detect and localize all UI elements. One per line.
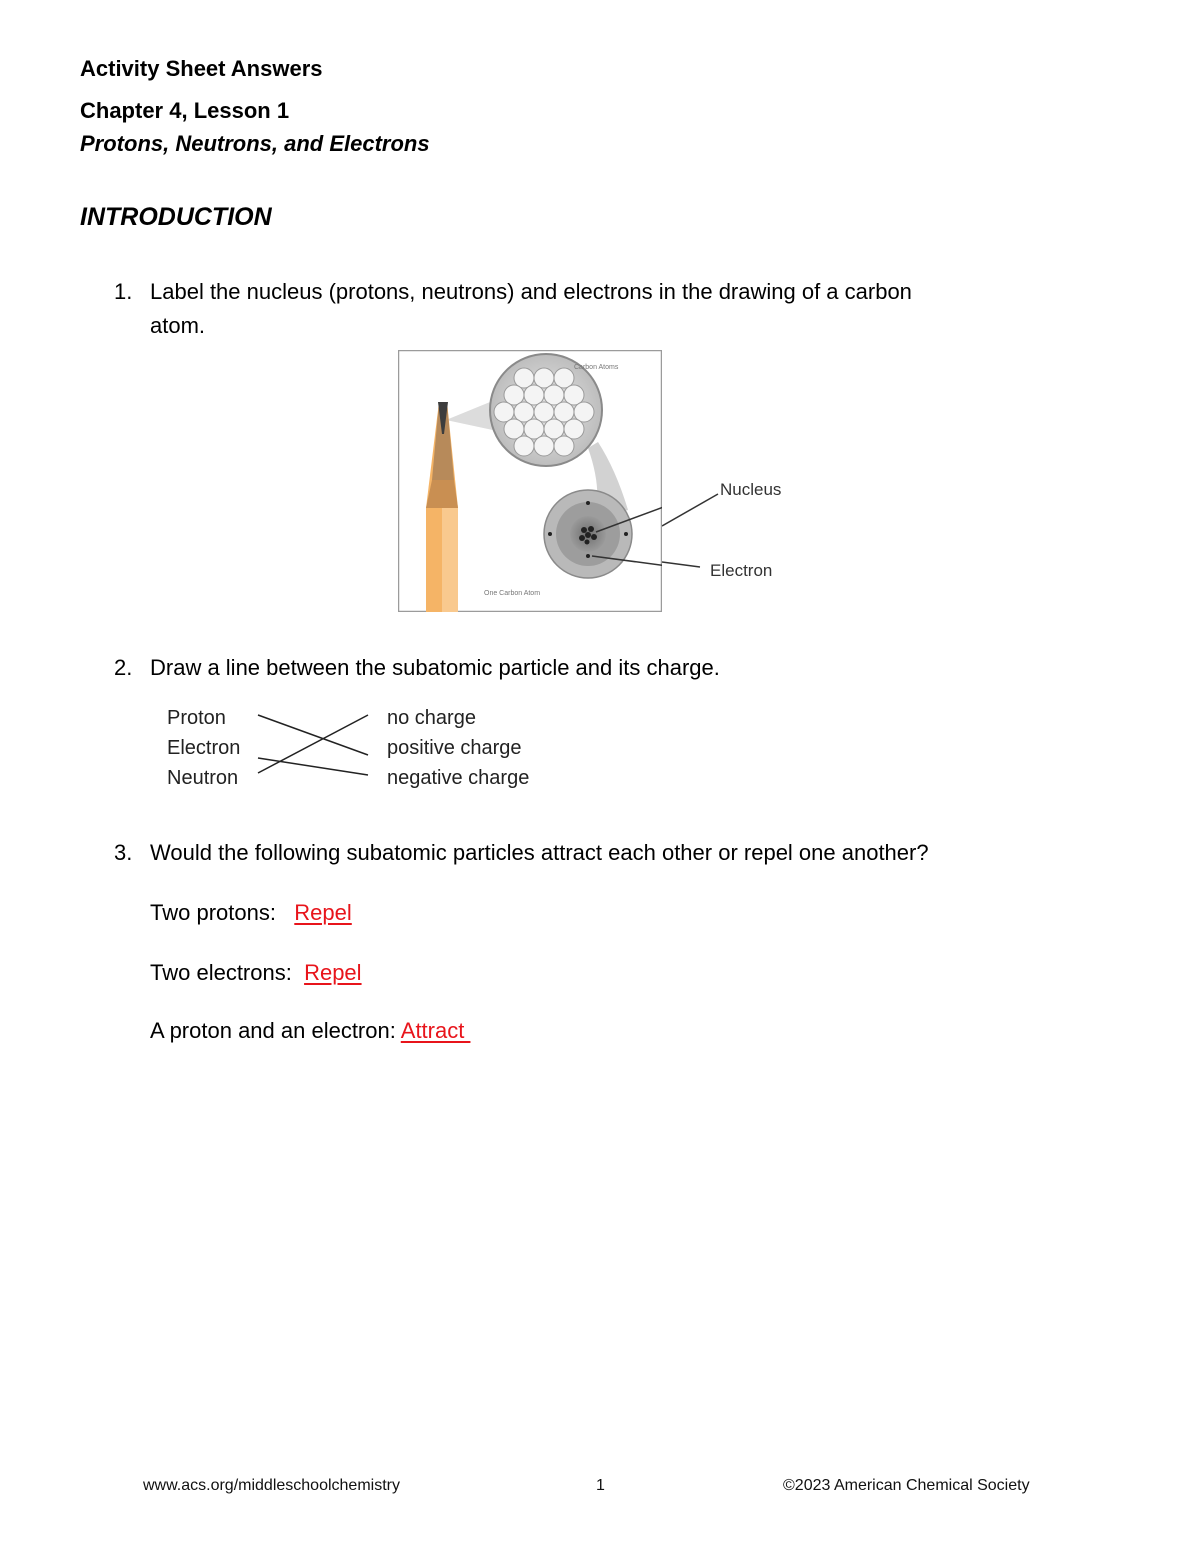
footer-url: www.acs.org/middleschoolchemistry (143, 1477, 400, 1494)
answer-row (150, 960, 362, 986)
line-proton-positive (258, 715, 368, 755)
answer-row (150, 900, 352, 926)
sheet-title: Activity Sheet Answers (80, 56, 323, 81)
particle-electron: Electron (167, 737, 241, 759)
matching-lines (250, 705, 380, 785)
electron-label: Electron (710, 561, 773, 580)
answer-label: Two electrons: (150, 960, 292, 985)
carbon-atom-icon (544, 490, 632, 578)
answer-row (150, 1018, 470, 1044)
question-3-text: Would the following subatomic particles attract each other or repel one another? (150, 840, 929, 865)
particle-proton: Proton (167, 707, 226, 729)
question-number: 1. (114, 279, 133, 304)
answer-label: A proton and an electron: (150, 1018, 396, 1043)
chapter-heading: Chapter 4, Lesson 1 (80, 98, 290, 123)
answer-value: Repel (304, 960, 362, 985)
line-electron-negative (258, 758, 368, 775)
answer-value: Attract (400, 1018, 471, 1043)
lesson-title: Protons, Neutrons, and Electrons (80, 131, 430, 156)
charge-negative: negative charge (387, 767, 530, 789)
carbon-atom-figure (398, 350, 662, 612)
carbon-atoms-label: Carbon Atoms (574, 364, 619, 371)
question-2-text: Draw a line between the subatomic particle and its charge. (150, 655, 720, 680)
nucleus-label: Nucleus (720, 480, 782, 499)
charge-positive: positive charge (387, 737, 522, 759)
section-title: INTRODUCTION (80, 203, 272, 231)
answer-value: Repel (294, 900, 352, 925)
question-number: 3. (114, 840, 133, 865)
page-number: 1 (596, 1477, 605, 1494)
footer-copyright: ©2023 American Chemical Society (783, 1477, 1030, 1494)
question-1-text-cont: atom. (150, 313, 206, 338)
answer-label: Two protons: (150, 900, 276, 925)
question-number: 2. (114, 655, 133, 680)
particle-neutron: Neutron (167, 767, 239, 789)
one-carbon-atom-label: One Carbon Atom (484, 590, 541, 597)
question-1-text: Label the nucleus (protons, neutrons) and electrons in the drawing of a carbon (150, 279, 912, 304)
line-neutron-none (258, 715, 368, 773)
charge-none: no charge (387, 707, 476, 729)
